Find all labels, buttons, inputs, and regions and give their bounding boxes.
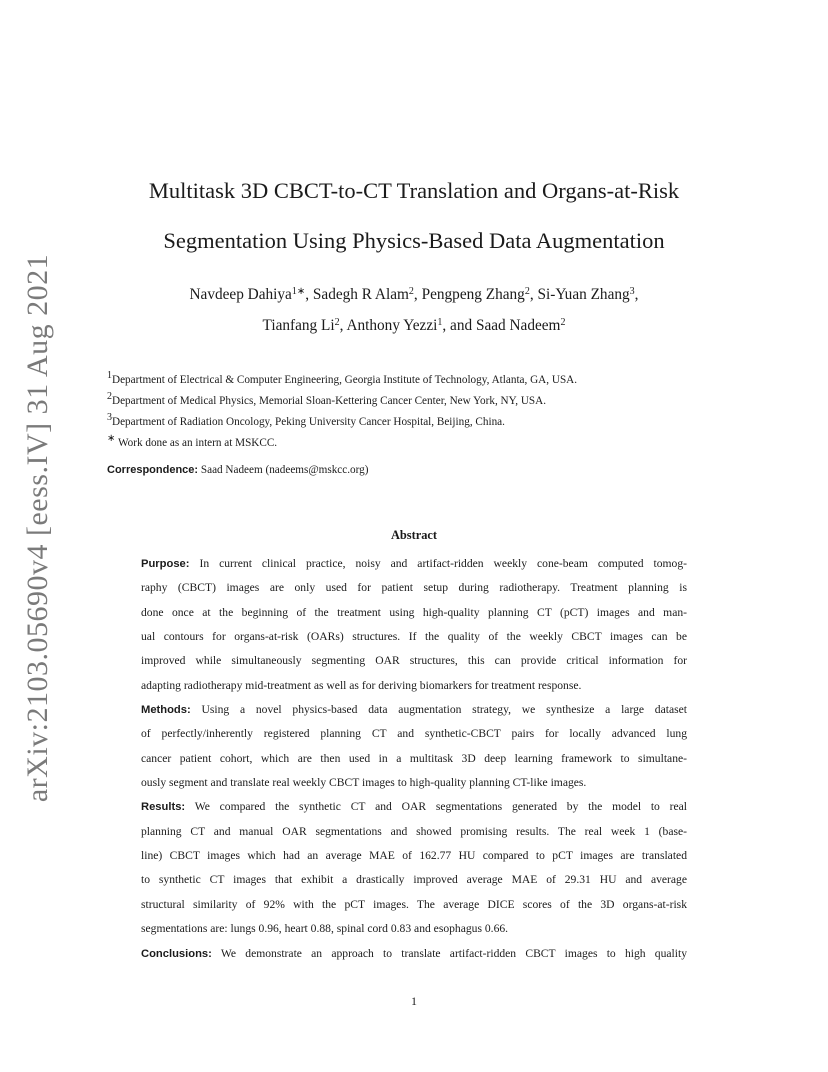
conclusions-paragraph	[141, 942, 687, 966]
purpose-label: Purpose:	[141, 558, 190, 570]
affiliation-text: Department of Radiation Oncology, Peking University Cancer Hospital, Beijing, China.	[112, 416, 505, 428]
author-affiliation-mark: 2	[408, 286, 414, 297]
author-name: Anthony Yezzi	[346, 317, 438, 334]
conclusions-label: Conclusions:	[141, 947, 212, 960]
abstract-line: adapting radiotherapy mid-treatment as well as for deriving biomarkers for treatment response.	[141, 678, 582, 692]
correspondence-label: Correspondence:	[107, 464, 199, 476]
affiliation-1	[107, 370, 727, 386]
affiliation-mark: 2	[107, 391, 112, 402]
author-separator: , and	[442, 317, 476, 334]
affiliation-3	[107, 412, 727, 428]
arxiv-identifier-stamp: arXiv:2103.05690v4 [eess.IV] 31 Aug 2021	[21, 253, 54, 803]
intern-footnote	[107, 433, 727, 449]
affiliation-text: Department of Electrical & Computer Engineering, Georgia Institute of Technology, Atlanta, GA, USA.	[112, 374, 578, 386]
abstract-line: raphy (CBCT) images are only used for patient setup during radiotherapy. Treatment planning is	[141, 581, 687, 595]
abstract-line: ously segment and translate real weekly CBCT images to high-quality planning CT-like images.	[141, 776, 587, 790]
author-line-1	[0, 286, 828, 304]
paper-title-line-2: Segmentation Using Physics-Based Data Augmentation	[163, 228, 665, 253]
author-affiliation-mark: 1	[437, 317, 443, 328]
author-line-2	[0, 317, 828, 335]
abstract-text: We compared the synthetic CT and OAR segmentations generated by the model to real	[185, 800, 687, 814]
abstract-text: Using a novel physics-based data augmentation strategy, we synthesize a large dataset	[190, 703, 687, 717]
affiliation-2	[107, 391, 727, 407]
author-name: Pengpeng Zhang	[421, 286, 525, 303]
methods-paragraph	[141, 698, 687, 795]
author-affiliation-mark: 3	[629, 286, 635, 297]
author-separator: ,	[413, 286, 422, 303]
author-name: Navdeep Dahiya	[189, 286, 292, 303]
abstract-heading: Abstract	[390, 528, 438, 542]
abstract-line: line) CBCT images which had an average MAE of 162.77 HU compared to pCT images are translated	[141, 849, 687, 863]
abstract-line	[141, 552, 687, 576]
abstract-line	[141, 795, 687, 819]
paper-title-line-1: Multitask 3D CBCT-to-CT Translation and Organs-at-Risk	[148, 178, 680, 203]
abstract-text: In current clinical practice, noisy and artifact-ridden weekly cone-beam computed tomog-	[189, 557, 687, 570]
author-name: Si-Yuan Zhang	[537, 286, 630, 303]
author-name: Sadegh R Alam	[312, 286, 409, 303]
abstract-line: planning CT and manual OAR segmentations and showed promising results. The real week 1 (base-	[141, 824, 687, 838]
affiliation-mark: 1	[107, 370, 112, 381]
abstract-line: cancer patient cohort, which are then used in a multitask 3D deep learning framework to simultane-	[141, 751, 687, 765]
author-separator: ,	[529, 286, 538, 303]
author-affiliation-mark: 1∗	[291, 286, 306, 297]
author-affiliation-mark: 2	[560, 317, 566, 328]
results-label: Results:	[141, 801, 186, 814]
footnote-mark: ∗	[107, 433, 116, 444]
abstract-text: We demonstrate an approach to translate artifact-ridden CBCT images to high quality	[211, 946, 687, 960]
abstract-line	[141, 698, 687, 722]
author-separator: ,	[634, 286, 639, 303]
affiliation-mark: 3	[107, 412, 112, 423]
results-paragraph	[141, 795, 687, 941]
abstract-line: improved while simultaneously segmenting OAR structures, this can provide critical information for	[141, 654, 687, 668]
abstract-line: segmentations are: lungs 0.96, heart 0.88, spinal cord 0.83 and esophagus 0.66.	[141, 922, 509, 936]
author-affiliation-mark: 2	[334, 317, 340, 328]
abstract-body	[141, 552, 687, 966]
author-name: Saad Nadeem	[475, 317, 561, 334]
correspondence	[107, 464, 727, 476]
abstract-line: done once at the beginning of the treatment using high-quality planning CT (pCT) images and man-	[141, 605, 687, 619]
methods-label: Methods:	[141, 704, 191, 717]
author-separator: ,	[339, 317, 347, 334]
correspondence-contact: Saad Nadeem (nadeems@mskcc.org)	[198, 464, 369, 476]
abstract-line: to synthetic CT images that exhibit a drastically improved average MAE of 29.31 HU and average	[141, 873, 687, 887]
purpose-paragraph	[141, 552, 687, 698]
abstract-line: of perfectly/inherently registered planning CT and synthetic-CBCT pairs for locally advanced lung	[141, 727, 687, 741]
page-number: 1	[411, 994, 417, 1008]
author-affiliation-mark: 2	[524, 286, 530, 297]
abstract-line: ual contours for organs-at-risk (OARs) structures. If the quality of the weekly CBCT images can be	[141, 630, 687, 644]
abstract-line: structural similarity of 92% with the pCT images. The average DICE scores of the 3D organs-at-risk	[141, 897, 687, 911]
author-separator: ,	[305, 286, 313, 303]
footnote-text: Work done as an intern at MSKCC.	[115, 437, 278, 449]
affiliation-text: Department of Medical Physics, Memorial Sloan-Kettering Cancer Center, New York, NY, USA.	[112, 395, 547, 407]
abstract-line	[141, 942, 687, 966]
author-name: Tianfang Li	[262, 317, 335, 334]
